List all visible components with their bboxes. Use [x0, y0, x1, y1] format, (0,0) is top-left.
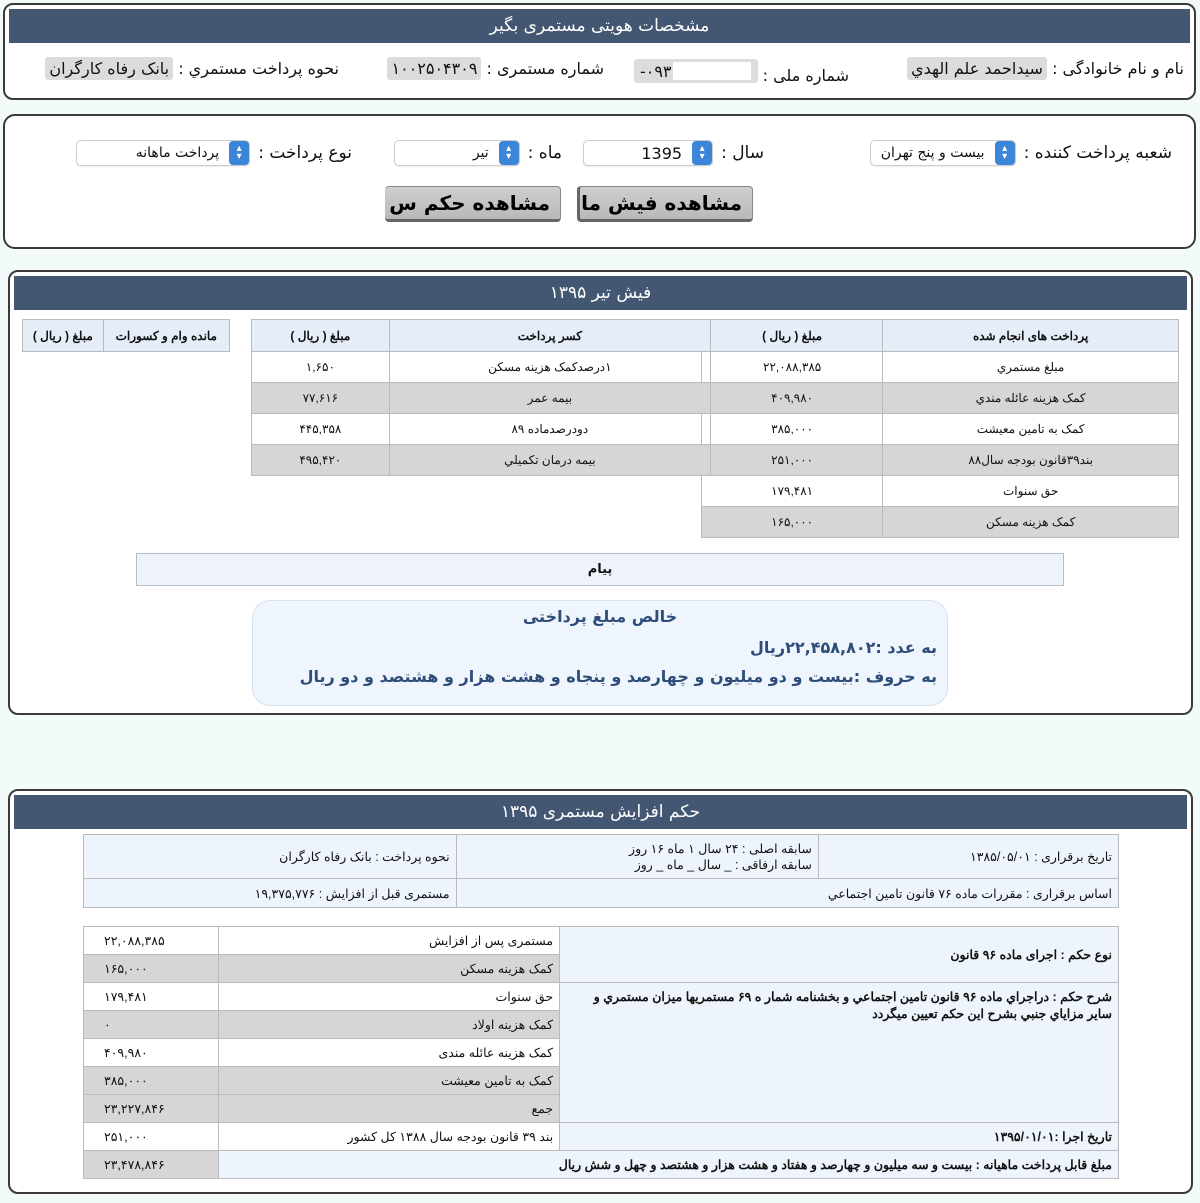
- execution-date: تاریخ اجرا :۱۳۹۵/۰۱/۰۱: [560, 1123, 1119, 1151]
- row-label: جمع: [218, 1095, 560, 1123]
- national-id-redacted: [672, 61, 752, 81]
- payment-method-field: [45, 59, 339, 78]
- pension-before-increase: مستمری قبل از افزایش : ۱۹,۳۷۵,۷۷۶: [84, 879, 457, 908]
- decree-basis: اساس برقراری : مقررات ماده ۷۶ قانون تامین اجتماعي: [456, 879, 1118, 908]
- view-decree-button[interactable]: مشاهده حکم س: [385, 186, 561, 222]
- row-amount: ۱۷۹,۴۸۱: [84, 983, 219, 1011]
- row-label: بند۳۹قانون بودجه سال۸۸: [883, 445, 1179, 476]
- year-filter: [583, 140, 764, 166]
- identity-panel: [3, 3, 1196, 100]
- monthly-payable-words: مبلغ قابل پرداخت ماهیانه : بیست و سه میلیون و چهارصد و هفتاد و هشت هزار و هشتصد و چهل و شش ریال: [218, 1151, 1118, 1179]
- row-amount: ۲۲,۰۸۸,۳۸۵: [84, 927, 219, 955]
- table-row: [84, 927, 1119, 955]
- branch-label: شعبه پرداخت کننده :: [1023, 143, 1172, 163]
- net-payment-words: به حروف :بیست و دو میلیون و چهارصد و پنجاه و هشت هزار و هشتصد و دو ریال: [299, 667, 937, 686]
- message-header: پیام: [136, 553, 1064, 586]
- table-row: [252, 445, 711, 476]
- payment-method-label: نحوه پرداخت مستمري :: [178, 59, 339, 78]
- service-record: [456, 835, 818, 879]
- select-updown-icon: ▴ ▾: [229, 141, 249, 165]
- row-label: کمک هزینه مسکن: [883, 507, 1179, 538]
- row-label: کمک به تامین معیشت: [218, 1067, 560, 1095]
- pension-number-value: ۱۰۰۲۵۰۴۳۰۹: [387, 57, 481, 80]
- payments-header-amount: مبلغ ( ریال ): [702, 320, 883, 352]
- table-row: [252, 383, 711, 414]
- row-label: کمک هزینه مسکن: [218, 955, 560, 983]
- service-main: سابقه اصلی : ۲۴ سال ۱ ماه ۱۶ روز: [629, 841, 812, 856]
- row-amount: ۲۲,۰۸۸,۳۸۵: [702, 352, 883, 383]
- table-row: [84, 1151, 1119, 1179]
- net-payment-numeric: به عدد :۲۲,۴۵۸,۸۰۲ریال: [749, 638, 937, 657]
- select-updown-icon: ▴ ▾: [499, 141, 519, 165]
- net-payment-title: خالص مبلغ پرداختی: [522, 607, 678, 626]
- row-amount: ۲۵۱,۰۰۰: [702, 445, 883, 476]
- row-label: کمک هزینه عائله مندي: [883, 383, 1179, 414]
- service-extra: سابقه ارفاقی : _ سال _ ماه _ روز: [634, 857, 812, 872]
- row-amount: ۴۰۹,۹۸۰: [84, 1039, 219, 1067]
- national-id-value: ۰۹۳-: [634, 59, 758, 83]
- row-label: مبلغ مستمري: [883, 352, 1179, 383]
- deductions-header-amount: مبلغ ( ریال ): [252, 320, 390, 352]
- row-label: حق سنوات: [883, 476, 1179, 507]
- name-label: نام و نام خانوادگی :: [1052, 59, 1184, 78]
- branch-select[interactable]: ▴ ▾ بیست و پنج تهران: [870, 140, 1016, 166]
- row-amount: ۱۷۹,۴۸۱: [702, 476, 883, 507]
- deductions-header-label: کسر پرداخت: [389, 320, 710, 352]
- decree-title: حکم افزایش مستمری ۱۳۹۵: [14, 795, 1187, 829]
- row-amount: ۴۴۵,۳۵۸: [252, 414, 390, 445]
- pension-number-field: [387, 59, 604, 78]
- row-label: بیمه عمر: [389, 383, 710, 414]
- loans-table: [22, 319, 230, 352]
- table-row: [702, 383, 1179, 414]
- row-label: حق سنوات: [218, 983, 560, 1011]
- month-select[interactable]: ▴ ▾ تیر: [394, 140, 520, 166]
- identity-title: مشخصات هویتی مستمری بگیر: [9, 9, 1190, 43]
- table-row: [702, 476, 1179, 507]
- row-amount: ۲۳,۲۲۷,۸۴۶: [84, 1095, 219, 1123]
- row-label: ۱درصدکمک هزینه مسکن: [389, 352, 710, 383]
- monthly-payable-amount: ۲۳,۴۷۸,۸۴۶: [84, 1151, 219, 1179]
- row-label: دودرصدماده ۸۹: [389, 414, 710, 445]
- row-amount: ۱,۶۵۰: [252, 352, 390, 383]
- payment-type-filter: [76, 140, 352, 166]
- select-updown-icon: ▴ ▾: [995, 141, 1015, 165]
- row-label: بند ۳۹ قانون بودجه سال ۱۳۸۸ کل کشور: [218, 1123, 560, 1151]
- view-slip-button[interactable]: مشاهده فیش ما: [577, 186, 753, 222]
- select-updown-icon: ▴ ▾: [692, 141, 712, 165]
- decree-payment-method: نحوه پرداخت : بانک رفاه کارگران: [84, 835, 457, 879]
- payments-table: [701, 319, 1179, 538]
- table-row: [702, 414, 1179, 445]
- row-amount: ۲۵۱,۰۰۰: [84, 1123, 219, 1151]
- row-amount: ۱۶۵,۰۰۰: [702, 507, 883, 538]
- decree-items-table: [83, 926, 1119, 1179]
- payment-method-value: بانک رفاه کارگران: [45, 57, 173, 80]
- net-payment-box: [252, 600, 948, 706]
- row-label: کمک به تامین معیشت: [883, 414, 1179, 445]
- decree-description: شرح حکم : دراجراي ماده ۹۶ قانون تامین اجتماعي و بخشنامه شمار ه ۶۹ مستمریها میزان مستمري و سایر مزایاي جنبي بشرح این حکم تعیین میگردد: [560, 983, 1119, 1123]
- row-amount: ۴۹۵,۴۲۰: [252, 445, 390, 476]
- year-label: سال :: [721, 143, 764, 163]
- table-row: [702, 507, 1179, 538]
- decree-panel: [8, 789, 1193, 1194]
- payment-type-select[interactable]: ▴ ▾ پرداخت ماهانه: [76, 140, 250, 166]
- deductions-table: [251, 319, 711, 476]
- name-field: [907, 59, 1184, 78]
- payslip-panel: [8, 270, 1193, 715]
- national-id-label: شماره ملی :: [762, 66, 849, 85]
- branch-filter: [870, 140, 1172, 166]
- loans-header-amount: مبلغ ( ریال ): [23, 320, 104, 352]
- table-row: [702, 445, 1179, 476]
- table-row: [84, 983, 1119, 1011]
- decree-type: نوع حکم : اجرای ماده ۹۶ قانون: [560, 927, 1119, 983]
- table-row: [84, 1123, 1119, 1151]
- payment-type-label: نوع پرداخت :: [258, 143, 352, 163]
- row-amount: ۰: [84, 1011, 219, 1039]
- filters-panel: [3, 114, 1196, 249]
- row-label: بیمه درمان تکمیلي: [389, 445, 710, 476]
- month-filter: [394, 140, 562, 166]
- row-label: کمک هزینه اولاد: [218, 1011, 560, 1039]
- name-value: سیداحمد علم الهدي: [907, 57, 1047, 80]
- row-label: کمک هزینه عائله مندی: [218, 1039, 560, 1067]
- row-amount: ۴۰۹,۹۸۰: [702, 383, 883, 414]
- row-amount: ۳۸۵,۰۰۰: [84, 1067, 219, 1095]
- pension-number-label: شماره مستمری :: [486, 59, 604, 78]
- row-amount: ۳۸۵,۰۰۰: [702, 414, 883, 445]
- decree-info-table: [83, 834, 1119, 908]
- payslip-title: فیش تیر ۱۳۹۵: [14, 276, 1187, 310]
- table-row: [252, 414, 711, 445]
- year-select[interactable]: ▴ ▾ 1395: [583, 140, 713, 166]
- row-label: مستمری پس از افزایش: [218, 927, 560, 955]
- national-id-field: [634, 59, 849, 85]
- month-label: ماه :: [527, 143, 562, 163]
- table-row: [252, 352, 711, 383]
- payments-header-label: پرداخت های انجام شده: [883, 320, 1179, 352]
- loans-header-label: مانده وام و کسورات: [103, 320, 229, 352]
- row-amount: ۷۷,۶۱۶: [252, 383, 390, 414]
- start-date: تاریخ برقراری : ۱۳۸۵/۰۵/۰۱: [818, 835, 1118, 879]
- row-amount: ۱۶۵,۰۰۰: [84, 955, 219, 983]
- table-row: [702, 352, 1179, 383]
